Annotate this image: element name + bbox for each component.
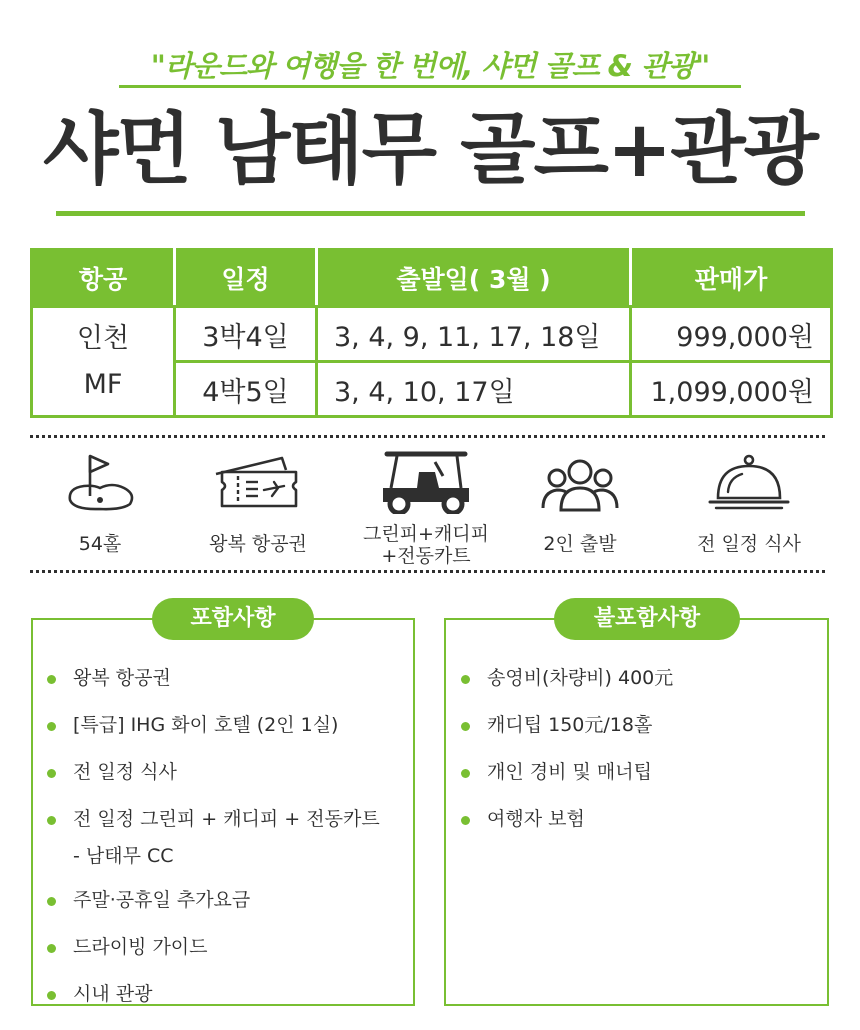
- included-title: 포함사항: [152, 598, 314, 640]
- list-item: [47, 890, 407, 912]
- header-departure: 출발일( 3월 ): [317, 250, 631, 307]
- list-item: [47, 668, 407, 690]
- list-item: [47, 809, 407, 869]
- list-item-text: 여행자 보험: [487, 807, 585, 830]
- feature-label: 그린피+캐디피 +전동카트: [362, 523, 490, 567]
- dotted-divider-top: [30, 435, 825, 438]
- page-title: 샤먼 남태무 골프+관광: [43, 105, 817, 195]
- feature-holes: [20, 450, 180, 555]
- dates-cell: 3, 4, 9, 11, 17, 18일: [317, 307, 631, 362]
- meal-cloche-icon: [706, 452, 792, 514]
- feature-label: 왕복 항공권: [209, 533, 307, 555]
- bullet-icon: [47, 944, 56, 953]
- bullet-icon: [47, 816, 56, 825]
- price-cell: 999,000원: [631, 307, 832, 362]
- list-item-text: 캐디팁 150元/18홀: [487, 713, 653, 736]
- list-item: [47, 715, 407, 737]
- bullet-icon: [461, 769, 470, 778]
- list-item-text: 왕복 항공권: [73, 667, 171, 689]
- dotted-divider-bottom: [30, 570, 825, 573]
- bullet-icon: [47, 897, 56, 906]
- tagline: "라운드와 여행을 한 번에, 샤먼 골프 & 관광": [150, 49, 710, 83]
- excluded-title: 불포함사항: [554, 598, 740, 640]
- bullet-icon: [461, 816, 470, 825]
- list-item-text: 송영비(차량비) 400元: [487, 667, 674, 689]
- list-item-text: 전 일정 그린피 + 캐디피 + 전동카트: [73, 807, 380, 830]
- bullet-icon: [47, 991, 56, 1000]
- feature-airfare: [178, 452, 338, 555]
- list-item-text: 개인 경비 및 매너팁: [487, 760, 652, 783]
- list-item: [461, 668, 821, 690]
- feature-meals: [669, 452, 829, 555]
- list-item-text: 시내 관광: [73, 982, 153, 1005]
- flight-ticket-icon: [212, 452, 304, 512]
- airline-code: MF: [83, 368, 123, 400]
- feature-label: 전 일정 식사: [697, 533, 801, 555]
- list-item: [461, 762, 821, 784]
- list-item: [47, 984, 407, 1006]
- schedule-cell: 3박4일: [175, 307, 317, 362]
- feature-label: 54홀: [78, 533, 122, 555]
- price-cell: 1,099,000원: [631, 362, 832, 417]
- bullet-icon: [461, 675, 470, 684]
- feature-label: 2인 출발: [543, 533, 617, 555]
- list-item-text: 드라이빙 가이드: [73, 936, 208, 959]
- golf-flag-icon: [60, 450, 140, 512]
- table-row: [32, 307, 832, 362]
- list-item-subtext: - 남태무 CC: [73, 845, 174, 868]
- list-item: [47, 762, 407, 784]
- feature-departure: [500, 454, 660, 555]
- price-table: [30, 248, 833, 418]
- tagline-underline: [119, 85, 741, 88]
- title-divider: [56, 211, 805, 216]
- bullet-icon: [47, 769, 56, 778]
- people-icon: [539, 454, 621, 514]
- excluded-list: [461, 668, 821, 830]
- schedule-cell: 4박5일: [175, 362, 317, 417]
- bullet-icon: [461, 722, 470, 731]
- list-item: [461, 715, 821, 737]
- airline-origin: 인천: [76, 322, 130, 354]
- list-item-text: 주말·공휴일 추가요금: [73, 889, 251, 912]
- header-price: 판매가: [631, 250, 832, 307]
- table-header-row: [32, 250, 832, 307]
- list-item-text: 전 일정 식사: [73, 760, 177, 783]
- header-schedule: 일정: [175, 250, 317, 307]
- golf-cart-icon: [377, 448, 475, 514]
- dates-cell: 3, 4, 10, 17일: [317, 362, 631, 417]
- list-item: [47, 937, 407, 959]
- bullet-icon: [47, 675, 56, 684]
- bullet-icon: [47, 722, 56, 731]
- airline-cell: [32, 307, 175, 417]
- header-airline: 항공: [32, 250, 175, 307]
- included-list: [47, 668, 407, 1006]
- feature-fees: [346, 448, 506, 567]
- list-item: [461, 809, 821, 831]
- list-item-text: [특급] IHG 화이 호텔 (2인 1실): [73, 713, 339, 736]
